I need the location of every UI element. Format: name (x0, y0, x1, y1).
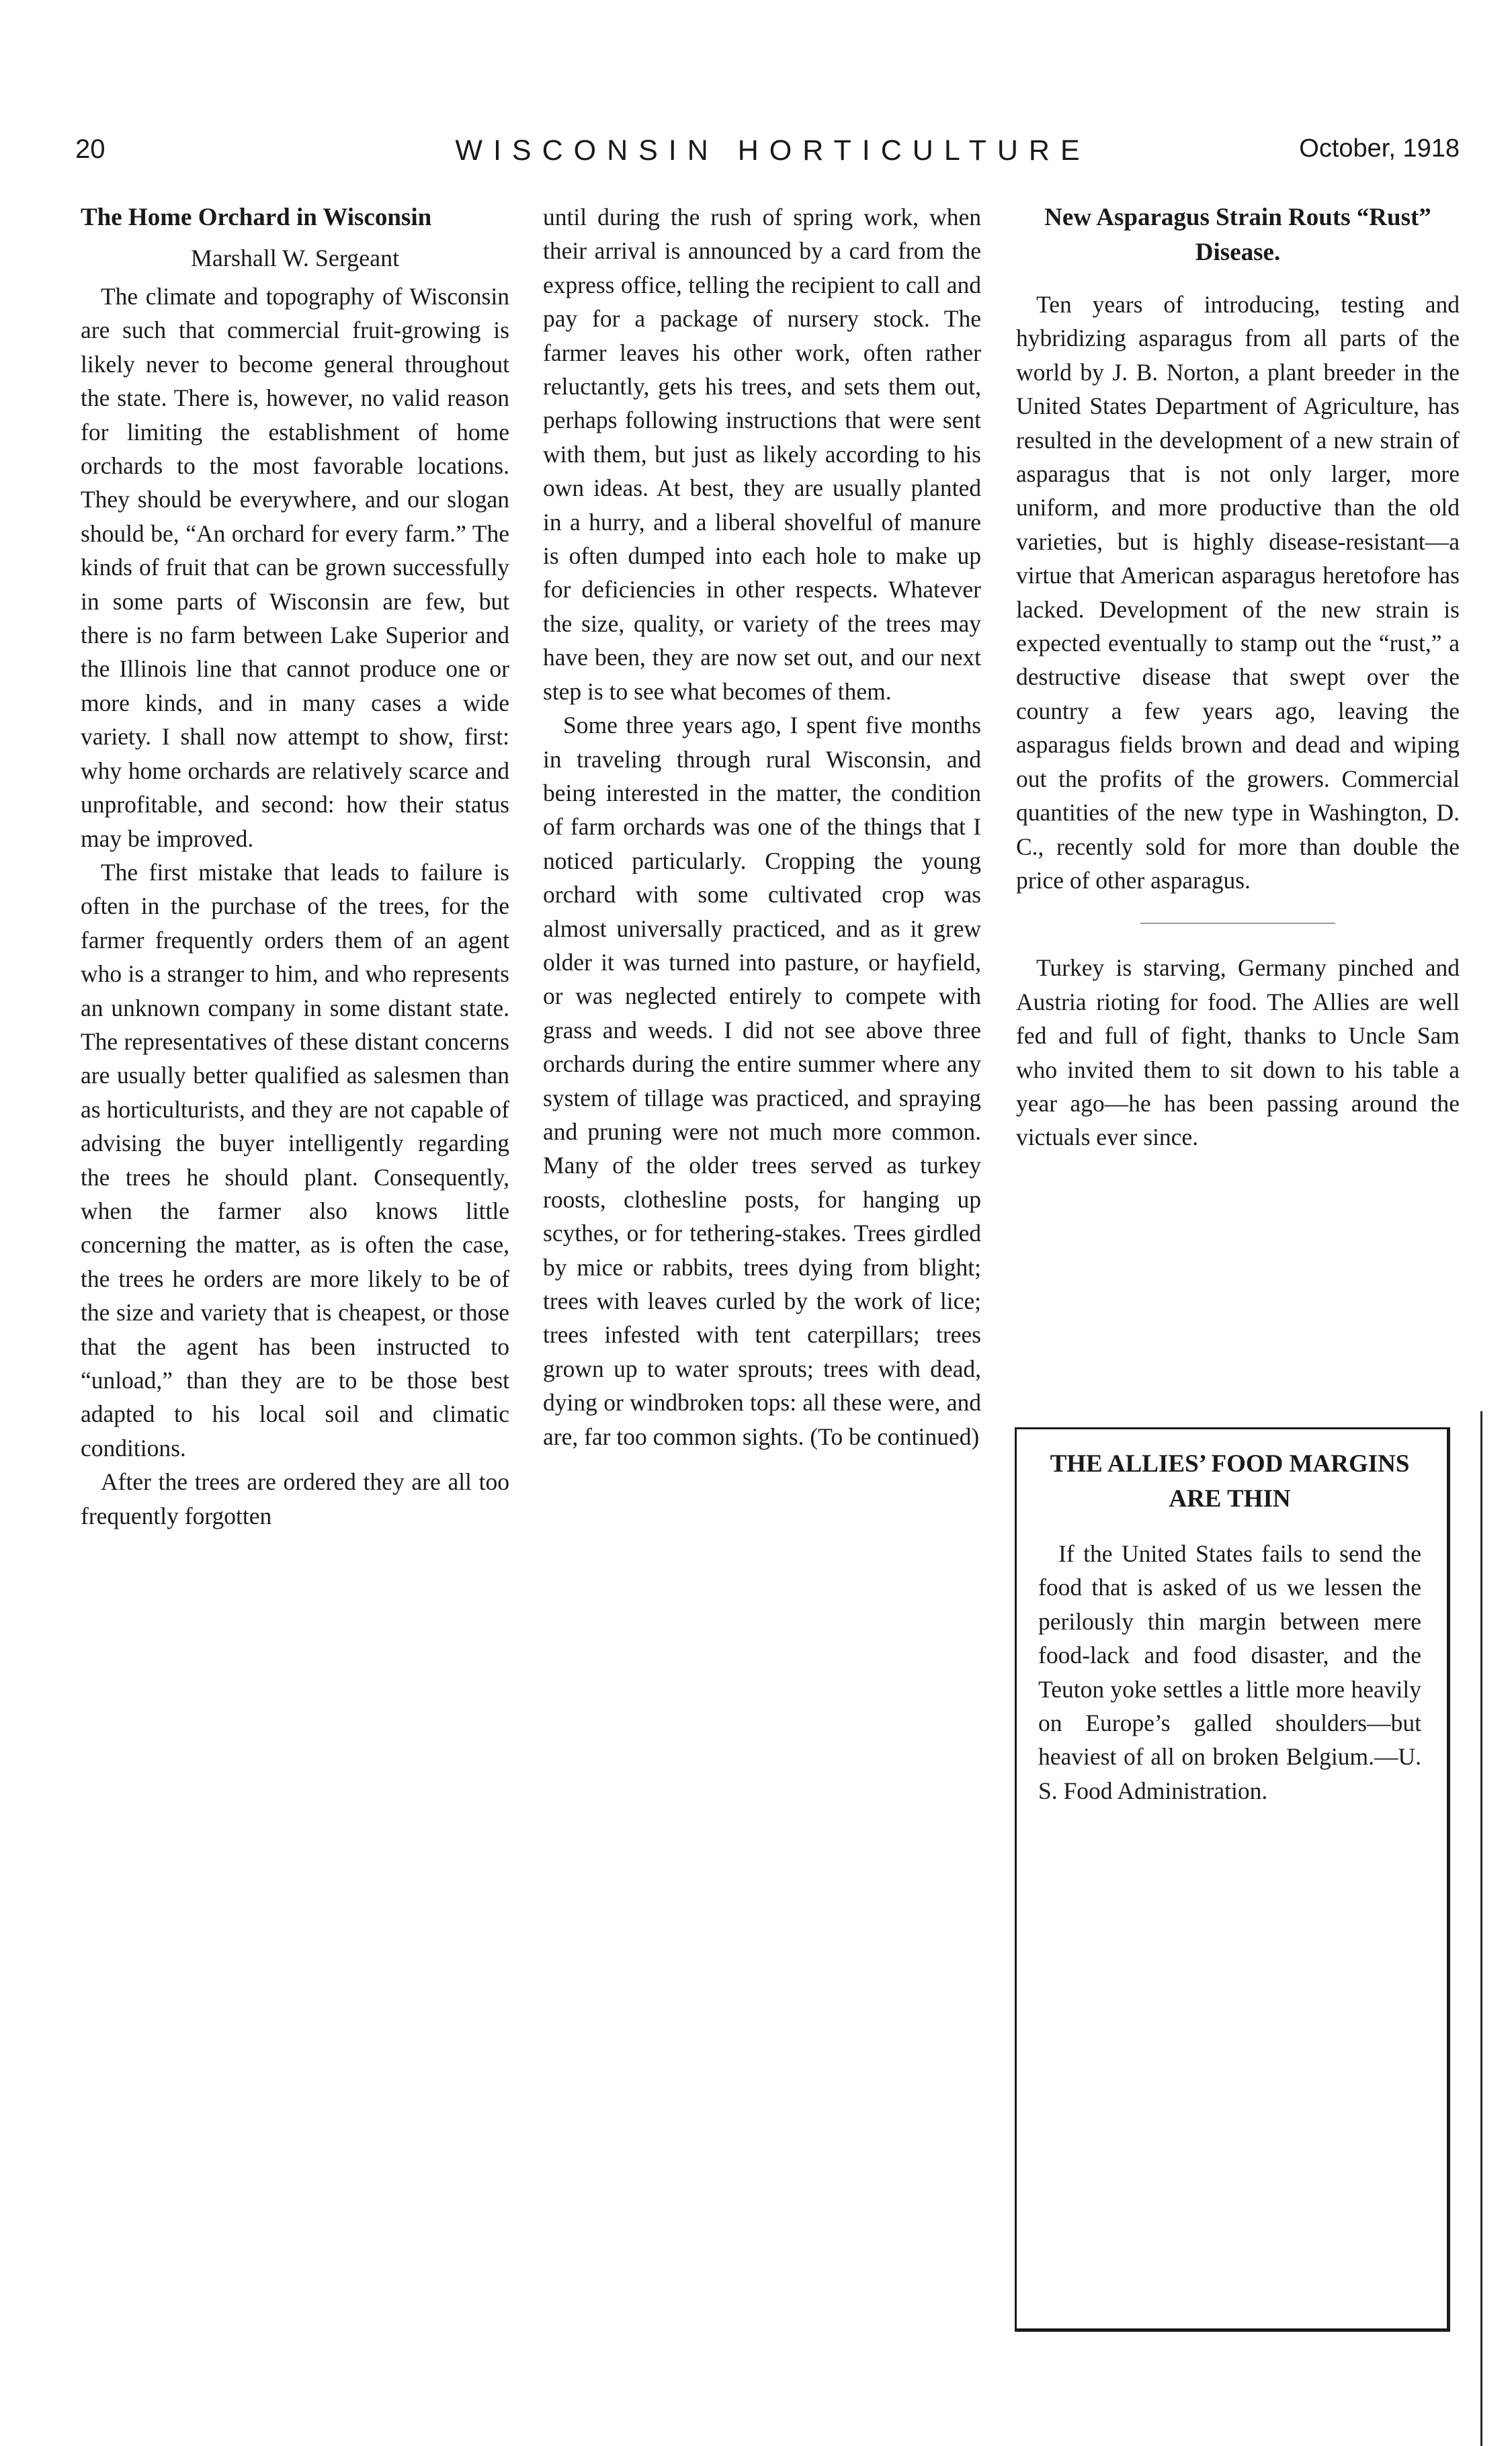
article-title-home-orchard: The Home Orchard in Wisconsin (81, 204, 432, 231)
box-paragraph: If the United States fails to send the food that is asked of us we lessen the perilously thin margin between mere food-lack and food disaster, and the Teuton yoke settles a little more heavily on Europe’s galled shoulders—but heaviest of all on broken Belgium.—U. S. Food Administration. (1038, 1540, 1421, 1804)
boxed-notice (1015, 1427, 1450, 2332)
box-title: THE ALLIES’ FOOD MARGINS ARE THIN (1050, 1450, 1410, 1513)
paragraph-text: Some three years ago, I spent five months in traveling through rural Wisconsin, and being interested in the matter, the condition of farm orchards was one of the things that I noticed particularly. Cropping the young orchard with some cultivated crop was almost universally practiced, and as it grew older it was turned into pasture, or hayfield, or was neglected entirely to compete with grass and weeds. I did not see above three orchards during the entire summer where any system of tillage was practiced, and spraying and pruning were not much more common. Many of the older trees served as turkey roosts, clothesline posts, for hanging up scythes, or for tethering-stakes. Trees girdled by mice or rabbits, trees dying from blight; trees with leaves curled by the work of lice; trees infested with tent caterpillars; trees grown up to water sprouts; trees with dead, dying or windbroken tops: all these were, and are, far too common sights. (543, 712, 981, 1450)
column-2 (543, 200, 981, 1453)
column-1 (81, 200, 509, 1533)
filler-paragraph: Turkey is starving, Germany pinched and Austria rioting for food. The Allies are well fed and full of fight, thanks to Uncle Sam who invited them to sit down to his table a year ago—he has been passing around the victuals ever since. (1016, 954, 1460, 1151)
page-number: 20 (75, 134, 106, 164)
paragraph-split: After the trees are ordered they are all too frequently forgotten (81, 1468, 509, 1529)
article-title-asparagus: New Asparagus Strain Routs “Rust” Disease. (1044, 204, 1431, 266)
running-header (75, 134, 1460, 181)
paragraph: Ten years of introducing, testing and hybridizing asparagus from all parts of the world by J. B. Norton, a plant breeder in the United States Department of Agriculture, has resulted in the development of a new strain of asparagus that is not only larger, more uniform, and more productive than the old varieties, but is highly disease-resistant—a virtue that American asparagus heretofore has lacked. Development of the new strain is expected eventually to stamp out the “rust,” a destructive disease that swept over the country a few years ago, leaving the asparagus fields brown and dead and wiping out the profits of the growers. Commercial quantities of the new type in Washington, D. C., recently sold for more than double the price of other asparagus. (1016, 291, 1460, 894)
section-divider (1140, 923, 1335, 924)
paragraph-split: until during the rush of spring work, when their arrival is announced by a card from the express office, telling the recipient to call and pay for a package of nursery stock. The farmer leaves his other work, often rather reluctantly, gets his trees, and sets them out, perhaps following instructions that were sent with them, but just as likely according to his own ideas. At best, they are usually planted in a hurry, and a liberal shovelful of manure is often dumped into each hole to make up for deficiencies in other respects. Whatever the size, quality, or variety of the trees may have been, they are now set out, and our next step is to see what becomes of them. (543, 204, 981, 705)
paragraph: The first mistake that leads to failure is often in the purchase of the trees, for the farmer frequently orders them of an agent who is a stranger to him, and who represents an unknown company in some distant state. The representatives of these distant concerns are usually better qualified as salesmen than as horticulturists, and they are not capable of advising the buyer intelligently regarding the trees he should plant. Consequently, when the farmer also knows little concerning the matter, as is often the case, the trees he orders are more likely to be of the size and variety that is cheapest, or those that the agent has been instructed to “unload,” than they are to be those best adapted to his local soil and climatic conditions. (81, 858, 509, 1462)
paragraph (81, 1465, 509, 1533)
continued-note: (To be continued) (810, 1423, 980, 1450)
paragraph-continued (543, 200, 981, 708)
page-edge-line (1480, 1411, 1482, 2446)
journal-title: WISCONSIN HORTICULTURE (455, 134, 1091, 167)
byline: Marshall W. Sergeant (190, 245, 400, 271)
column-3 (1016, 200, 1460, 1154)
issue-date: October, 1918 (1299, 134, 1460, 163)
paragraph: The climate and topography of Wisconsin are such that commercial fruit-growing is likely never to become general throughout the state. There is, however, no valid reason for limiting the establishment of home orchards to the most favorable locations. They should be everywhere, and our slogan should be, “An orchard for every farm.” The kinds of fruit that can be grown successfully in some parts of Wisconsin are few, but there is no farm between Lake Superior and the Illinois line that cannot produce one or more kinds, and in many cases a wide variety. I shall now attempt to show, first: why home orchards are relatively scarce and unprofitable, and second: how their status may be improved. (81, 283, 509, 852)
paragraph (543, 708, 981, 1453)
